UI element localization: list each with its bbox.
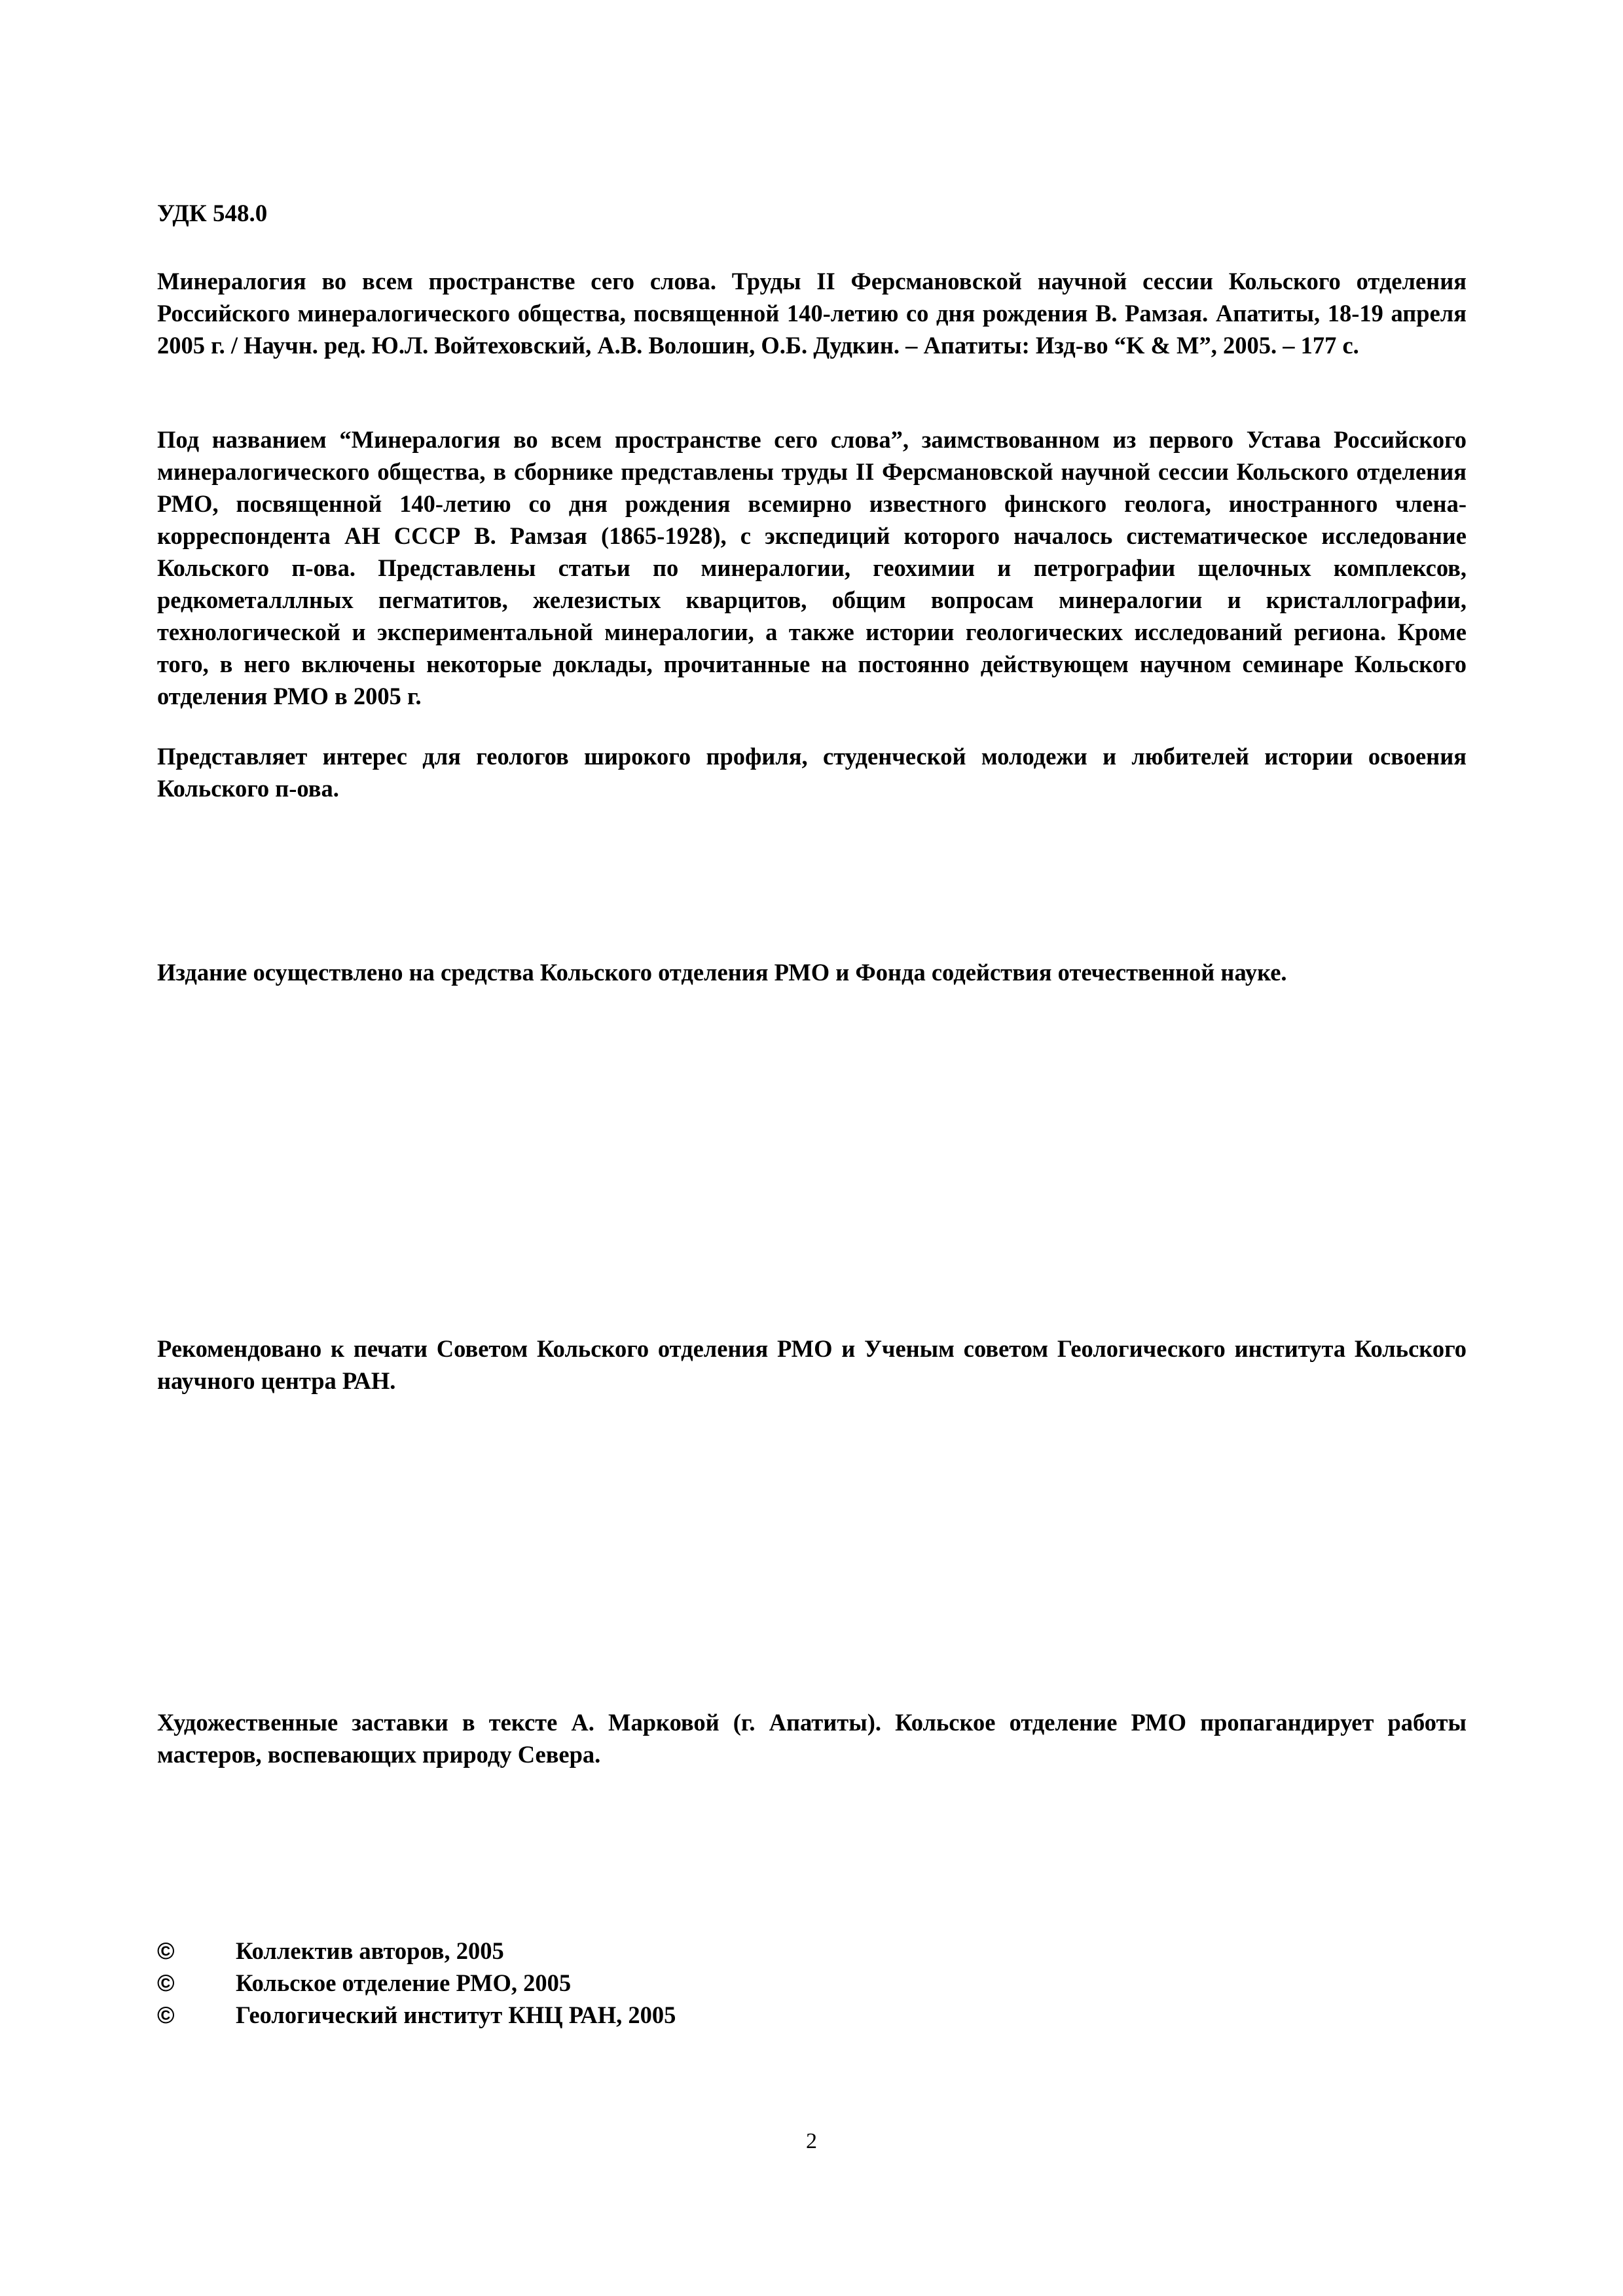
copyright-icon: © — [157, 1937, 175, 1964]
audience-paragraph: Представляет интерес для геологов широкого профиля, студенческой молодежи и любителей истории освоения Кольского п-ова. — [157, 743, 1467, 802]
copyright-icon: © — [157, 2001, 175, 2028]
udk-code: УДК 548.0 — [157, 200, 268, 227]
copyright-item — [157, 1999, 1074, 2031]
artwork-credit: Художественные заставки в тексте А. Марковой (г. Апатиты). Кольское отделение РМО пропагандирует работы мастеров, воспевающих природу Севера. — [157, 1709, 1467, 1768]
copyright-list — [157, 1935, 1074, 2031]
funding-note: Издание осуществлено на средства Кольского отделения РМО и Фонда содействия отечественной науке. — [157, 959, 1287, 986]
copyright-item — [157, 1935, 1074, 1967]
copyright-item — [157, 1967, 1074, 1999]
copyright-holder: Коллектив авторов, 2005 — [236, 1937, 504, 1964]
recommendation-note: Рекомендовано к печати Советом Кольского отделения РМО и Ученым советом Геологического института Кольского научного центра РАН. — [157, 1335, 1467, 1394]
page-number: 2 — [806, 2129, 817, 2153]
copyright-icon: © — [157, 1969, 175, 1996]
annotation-paragraph: Под названием “Минералогия во всем пространстве сего слова”, заимствованном из первого Устава Российского минералогического общества, в сборнике представлены труды II Ферсмановской научной сессии Кольского отделения РМО, посвященной 140-летию со дня рождения всемирно известного финского геолога, иностранного члена-корреспондента АН СССР В. Рамзая (1865-1928), с экспедиций которого началось систематическое исследование Кольского п-ова. Представлены статьи по минералогии, геохимии и петрографии щелочных комплексов, редкометалллных пегматитов, железистых кварцитов, общим вопросам минералогии и кристаллографии, технологической и экспериментальной минералогии, а также истории геологических исследований региона. Кроме того, в него включены некоторые доклады, прочитанные на постоянно действующем научном семинаре Кольского отделения РМО в 2005 г. — [157, 426, 1467, 709]
copyright-holder: Геологический институт КНЦ РАН, 2005 — [236, 2001, 676, 2028]
copyright-holder: Кольское отделение РМО, 2005 — [236, 1969, 572, 1996]
bibliographic-record: Минералогия во всем пространстве сего слова. Труды II Ферсмановской научной сессии Кольского отделения Российского минералогического общества, посвященной 140-летию со дня рождения В. Рамзая. Апатиты, 18-19 апреля 2005 г. / Научн. ред. Ю.Л. Войтеховский, А.В. Волошин, О.Б. Дудкин. – Апатиты: Изд-во “K & M”, 2005. – 177 с. — [157, 268, 1467, 359]
